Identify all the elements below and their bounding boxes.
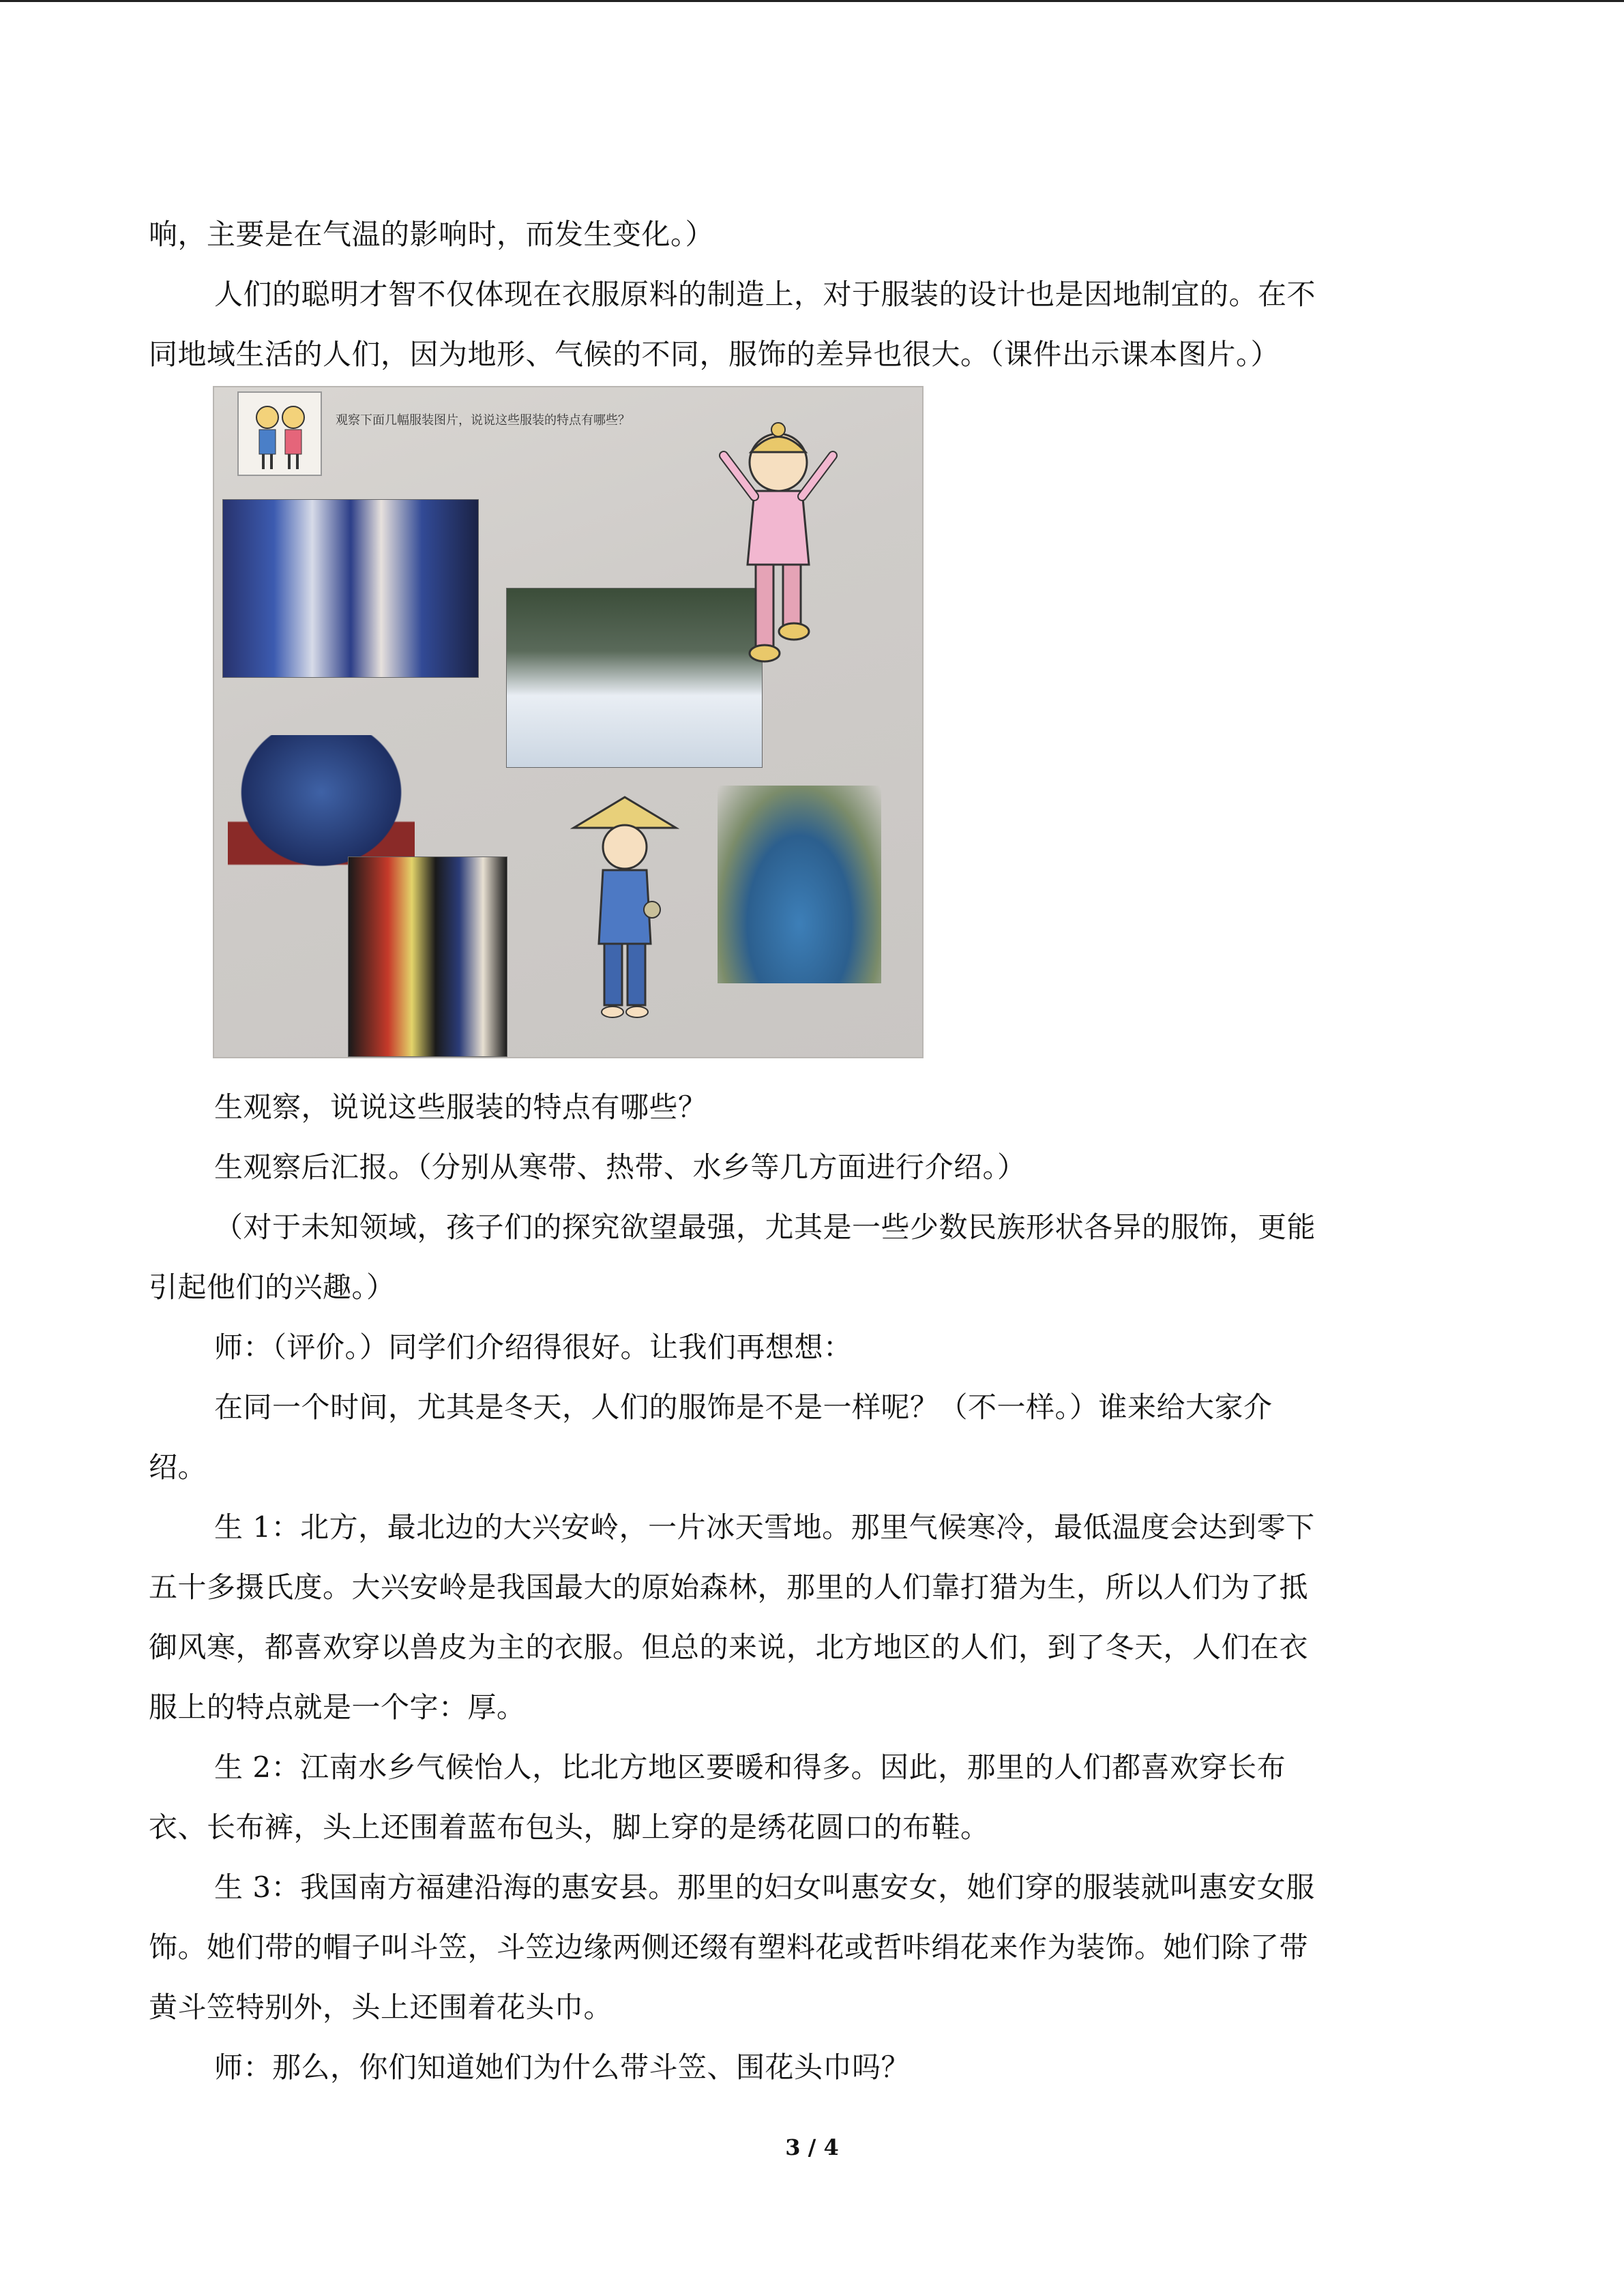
paragraph: 绍。: [149, 1450, 207, 1484]
paragraph: 生观察后汇报。（分别从寒带、热带、水乡等几方面进行介绍。）: [214, 1150, 1027, 1184]
page-number: 3 / 4: [785, 2134, 839, 2160]
paragraph: 黄斗笠特别外，头上还围着花头巾。: [149, 1991, 613, 2024]
paragraph: 生 2：江南水乡气候怡人，比北方地区要暖和得多。因此，那里的人们都喜欢穿长布: [214, 1750, 1286, 1784]
textbook-clothing-figure: [213, 386, 924, 1058]
photo-women-headscarves: [222, 499, 479, 678]
paragraph: 生 3：我国南方福建沿海的惠安县。那里的妇女叫惠安女，她们穿的服装就叫惠安女服: [214, 1870, 1315, 1904]
photo-dancers-painting: [348, 856, 507, 1057]
paragraph: 师：（评价。）同学们介绍得很好。让我们再想想：: [214, 1330, 853, 1364]
paragraph: 引起他们的兴趣。）: [149, 1270, 396, 1304]
paragraph: 五十多摄氏度。大兴安岭是我国最大的原始森林，那里的人们靠打猎为生，所以人们为了抵: [149, 1570, 1309, 1604]
paragraph: 御风寒，都喜欢穿以兽皮为主的衣服。但总的来说，北方地区的人们，到了冬天，人们在衣: [149, 1630, 1309, 1664]
figure-caption: 观察下面几幅服装图片，说说这些服装的特点有哪些？: [336, 413, 630, 428]
paragraph: 生观察，说说这些服装的特点有哪些？: [214, 1090, 707, 1124]
photo-woman-blue-jacket: [718, 786, 881, 983]
paragraph: 在同一个时间，尤其是冬天，人们的服饰是不是一样呢？（不一样。）谁来给大家介: [214, 1390, 1273, 1424]
paragraph: 人们的聪明才智不仅体现在衣服原料的制造上，对于服装的设计也是因地制宜的。在不: [214, 278, 1316, 311]
cartoon-children-icon: [237, 391, 322, 476]
paragraph: 衣、长布裤，头上还围着蓝布包头，脚上穿的是绣花圆口的布鞋。: [149, 1810, 990, 1844]
paragraph: 服上的特点就是一个字：厚。: [149, 1690, 526, 1724]
cartoon-boy-straw-hat: [570, 794, 679, 1032]
paragraph: 响，主要是在气温的影响时，而发生变化。）: [149, 218, 715, 251]
paragraph: 饰。她们带的帽子叫斗笠，斗笠边缘两侧还缀有塑料花或哲咔绢花来作为装饰。她们除了带: [149, 1930, 1309, 1964]
paragraph: （对于未知领域，孩子们的探究欲望最强，尤其是一些少数民族形状各异的服饰，更能: [214, 1210, 1316, 1244]
top-border-line: [0, 0, 1624, 2]
paragraph: 生 1：北方，最北边的大兴安岭，一片冰天雪地。那里气候寒冷，最低温度会达到零下: [214, 1510, 1315, 1544]
paragraph: 师：那么，你们知道她们为什么带斗笠、围花头巾吗？: [214, 2051, 911, 2084]
paragraph: 同地域生活的人们，因为地形、气候的不同，服饰的差异也很大。（课件出示课本图片。）: [149, 338, 1280, 371]
cartoon-winter-child: [713, 415, 843, 687]
